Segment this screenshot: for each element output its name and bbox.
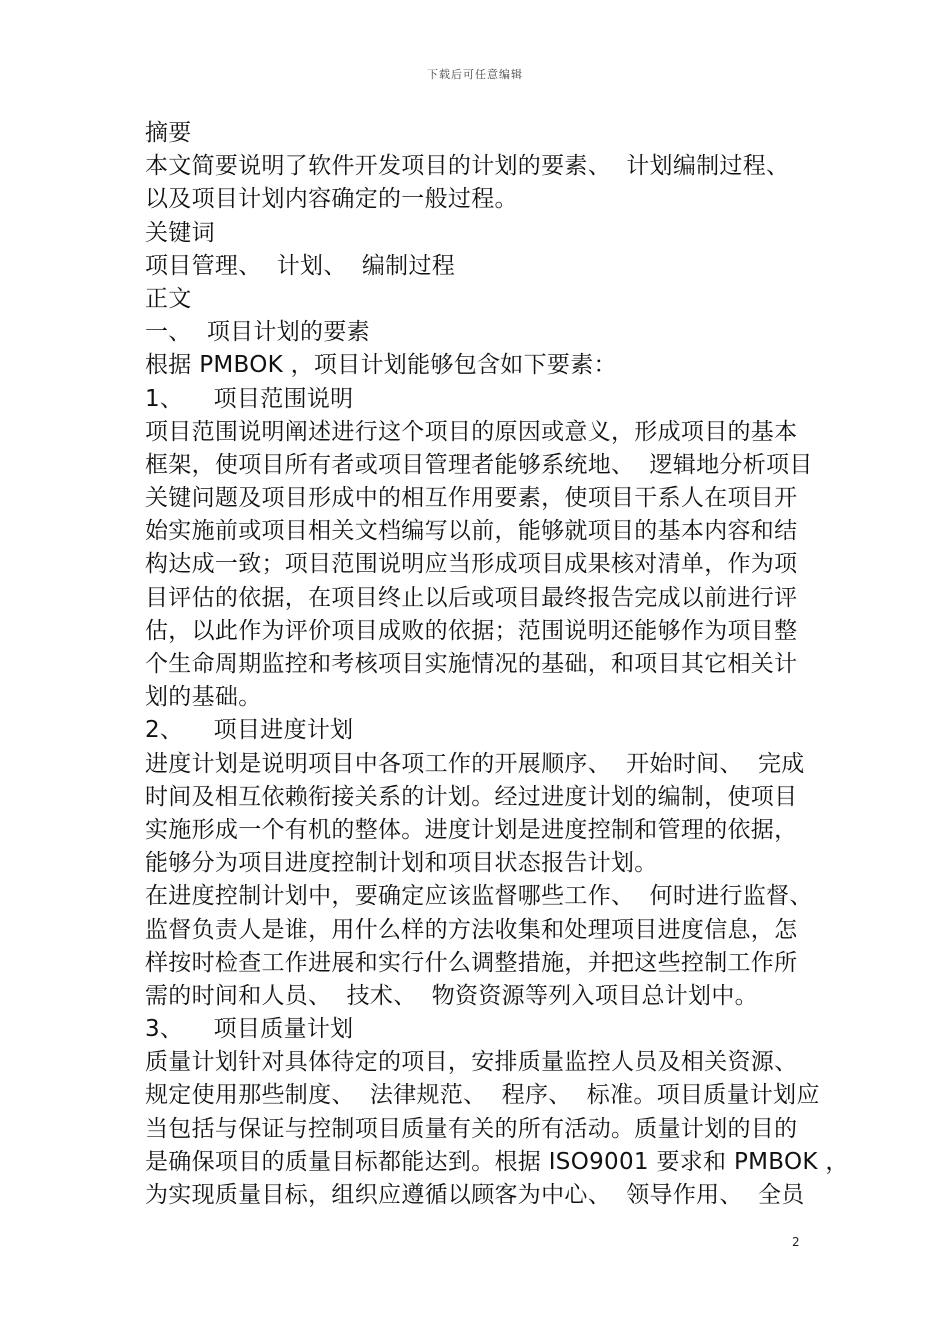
body-text-line: 估，以此作为评价项目成败的依据；范围说明还能够作为项目整 (145, 617, 798, 644)
heading-1: 一、 项目计划的要素 (145, 319, 370, 346)
body-text-line: 规定使用那些制度、 法律规范、 程序、 标准。项目质量计划应 (145, 1082, 820, 1109)
body-text-line: 框架，使项目所有者或项目管理者能够系统地、 逻辑地分析项目 (145, 451, 813, 478)
body-text-line: 质量计划针对具体待定的项目，安排质量监控人员及相关资源、 (145, 1049, 798, 1076)
body-text-line: 以及项目计划内容确定的一般过程。 (145, 186, 518, 213)
body-text-line: 为实现质量目标，组织应遵循以顾客为中心、 领导作用、 全员 (145, 1182, 805, 1208)
body-text-line: 能够分为项目进度控制计划和项目状态报告计划。 (145, 850, 658, 877)
body-text-line: 监督负责人是谁，用什么样的方法收集和处理项目进度信息，怎 (145, 916, 798, 943)
body-text-line: 样按时检查工作进展和实行什么调整措施，并把这些控制工作所 (145, 949, 798, 976)
section-title-abstract: 摘要 (145, 120, 192, 146)
subheading-schedule: 2、 项目进度计划 (145, 717, 354, 744)
page-header-note: 下载后可任意编辑 (427, 68, 523, 81)
section-title-main-text: 正文 (145, 285, 192, 312)
body-text-line: 根据 PMBOK ，项目计划能够包含如下要素： (145, 352, 617, 379)
body-text-line: 时间及相互依赖衔接关系的计划。经过进度计划的编制，使项目 (145, 783, 798, 810)
body-text-line: 关键问题及项目形成中的相互作用要素，使项目干系人在项目开 (145, 485, 798, 512)
subheading-scope: 1、 项目范围说明 (145, 385, 354, 412)
page-number: 2 (792, 1235, 800, 1249)
body-text-line: 当包括与保证与控制项目质量有关的所有活动。质量计划的目的 (145, 1115, 798, 1142)
body-text-line: 是确保项目的质量目标都能达到。根据 ISO9001 要求和 PMBOK ， (145, 1148, 849, 1175)
body-text-line: 进度计划是说明项目中各项工作的开展顺序、 开始时间、 完成 (145, 750, 805, 777)
document-body (145, 117, 849, 1212)
body-text-line: 实施形成一个有机的整体。进度计划是进度控制和管理的依据， (145, 816, 798, 843)
subheading-quality: 3、 项目质量计划 (145, 1016, 354, 1043)
body-text-line: 本文简要说明了软件开发项目的计划的要素、 计划编制过程、 (145, 153, 790, 180)
body-text-line: 划的基础。 (145, 684, 262, 711)
body-text-line: 在进度控制计划中，要确定应该监督哪些工作、 何时进行监督、 (145, 883, 813, 910)
body-text-line: 项目范围说明阐述进行这个项目的原因或意义，形成项目的基本 (145, 418, 798, 445)
keywords-line: 项目管理、 计划、 编制过程 (145, 252, 456, 279)
body-text-line: 构达成一致；项目范围说明应当形成项目成果核对清单，作为项 (145, 551, 798, 578)
body-text-line: 目评估的依据，在项目终止以后或项目最终报告完成以前进行评 (145, 584, 798, 611)
body-text-line: 需的时间和人员、 技术、 物资资源等列入项目总计划中。 (145, 982, 758, 1009)
body-text-line: 始实施前或项目相关文档编写以前，能够就项目的基本内容和结 (145, 518, 798, 545)
section-title-keywords: 关键词 (145, 219, 215, 246)
body-text-line: 个生命周期监控和考核项目实施情况的基础，和项目其它相关计 (145, 651, 798, 677)
